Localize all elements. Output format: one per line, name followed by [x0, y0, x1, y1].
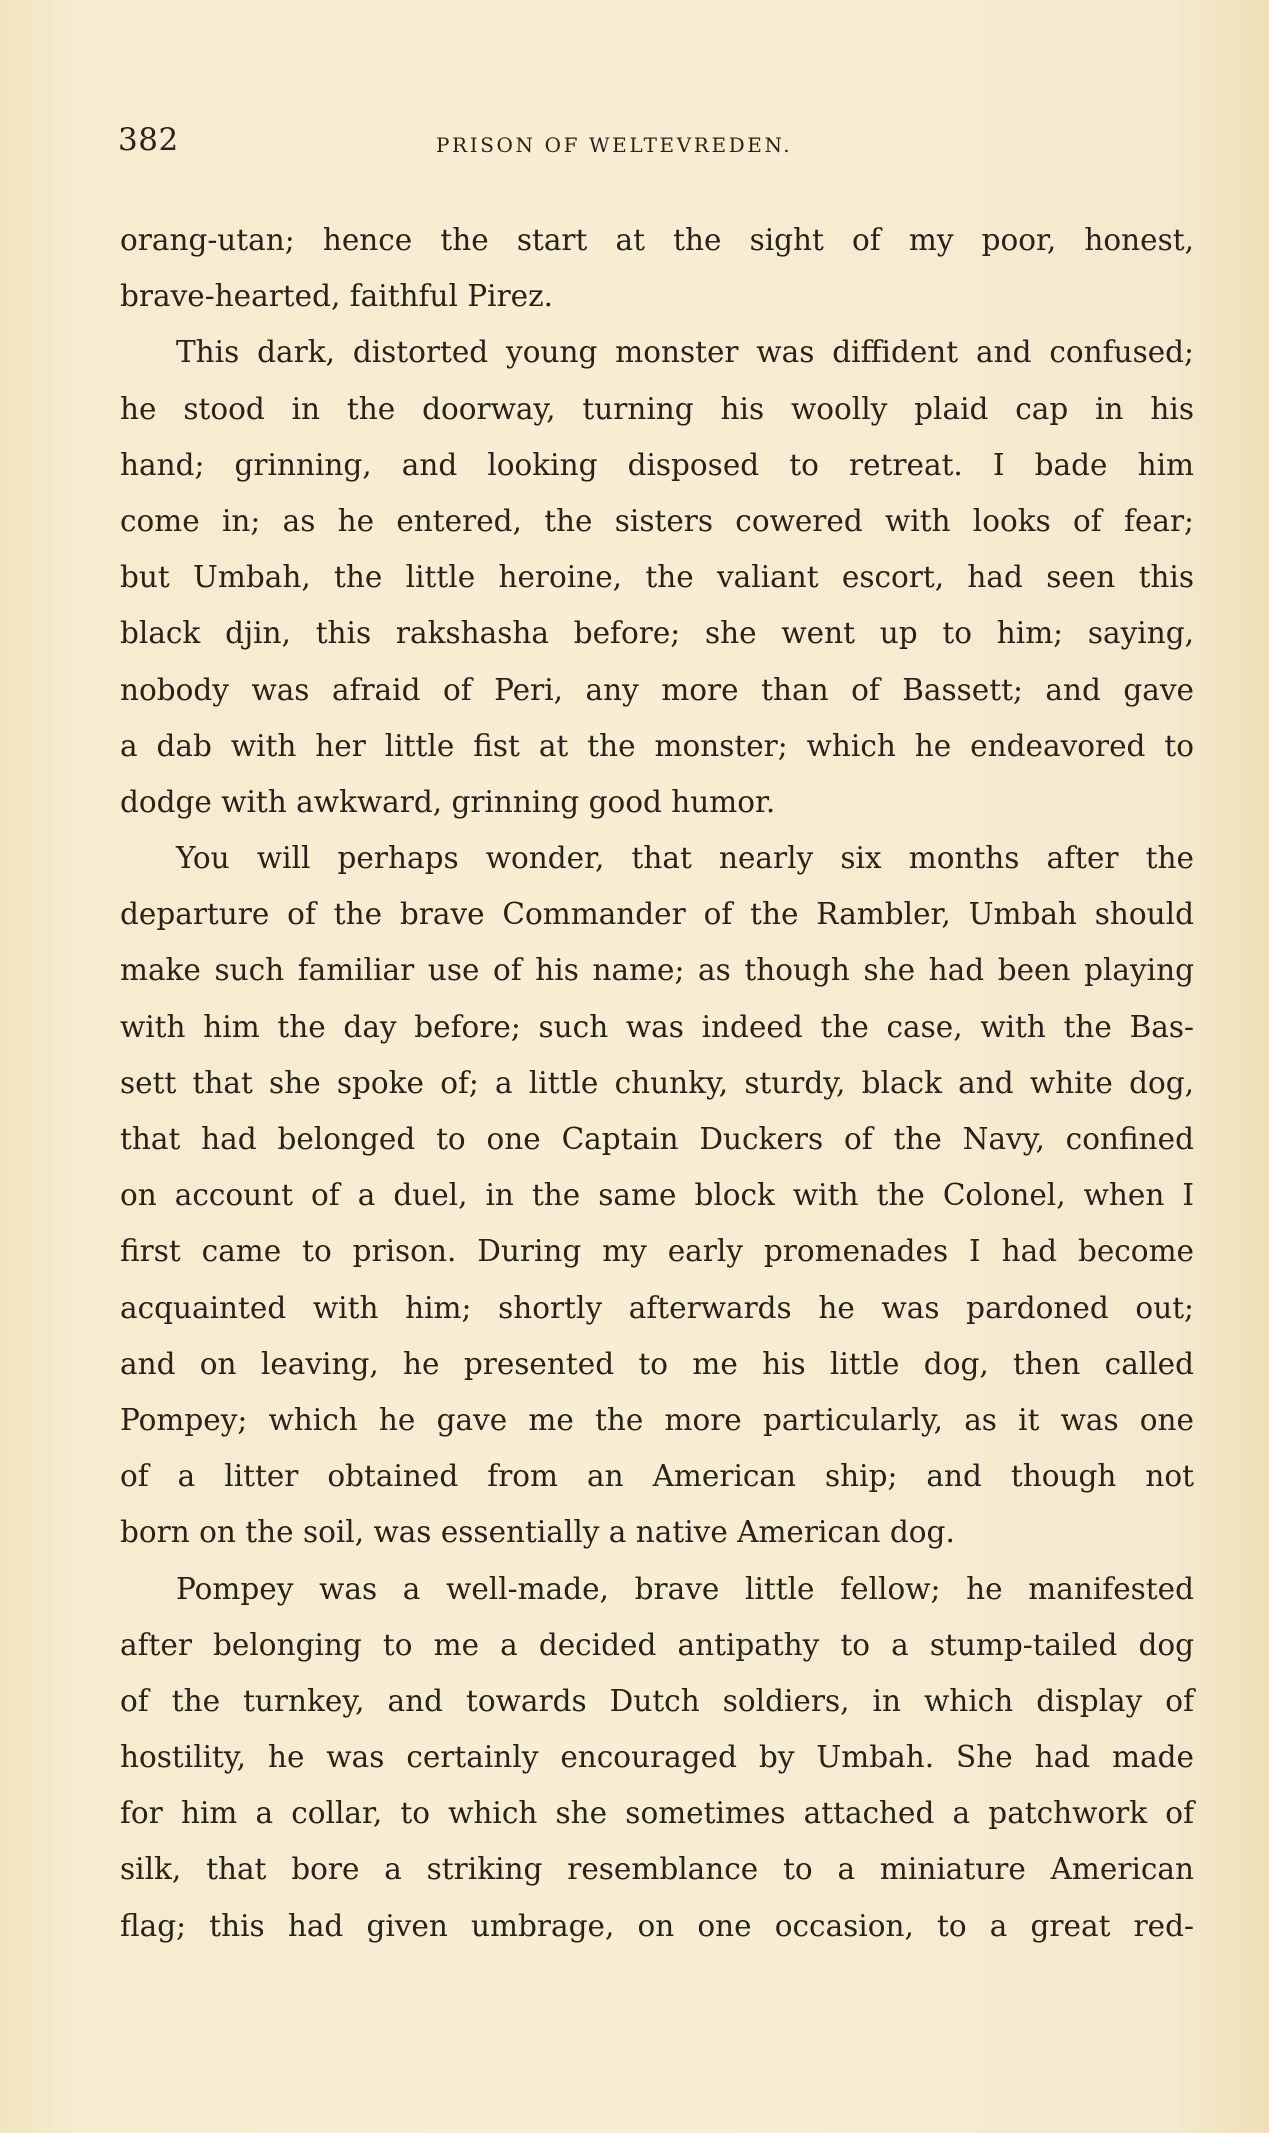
text-line: he stood in the doorway, turning his woolly plaid cap in his: [120, 391, 1194, 426]
text-line: orang-utan; hence the start at the sight of my poor, honest,: [120, 223, 1194, 257]
text-line: sett that she spoke of; a little chunky, sturdy, black and white dog,: [120, 1065, 1194, 1100]
text-line: but Umbah, the little heroine, the valiant escort, had seen this: [120, 560, 1194, 595]
text-line: come in; as he entered, the sisters cowered with looks of fear;: [120, 503, 1194, 538]
text-line: born on the soil, was essentially a native American dog.: [120, 1515, 955, 1550]
text-line: of the turnkey, and towards Dutch soldiers, in which display of: [120, 1683, 1194, 1718]
text-line: make such familiar use of his name; as though she had been playing: [120, 953, 1194, 988]
text-line: acquainted with him; shortly afterwards he was pardoned out;: [120, 1290, 1194, 1325]
running-head: PRISON OF WELTEVREDEN.: [436, 133, 793, 157]
text-line: silk, that bore a striking resemblance to a miniature American: [120, 1852, 1194, 1887]
text-line: You will perhaps wonder, that nearly six months after the: [176, 841, 1194, 876]
text-line: for him a collar, to which she sometimes attached a patchwork of: [120, 1796, 1194, 1831]
page-number: 382: [118, 122, 179, 158]
text-line: first came to prison. During my early promenades I had become: [120, 1234, 1194, 1269]
text-line: dodge with awkward, grinning good humor.: [120, 784, 776, 819]
text-line: flag; this had given umbrage, on one occasion, to a great red-: [120, 1908, 1194, 1943]
text-line: hostility, he was certainly encouraged by Umbah. She had made: [120, 1740, 1194, 1775]
text-line: Pompey was a well-made, brave little fellow; he manifested: [176, 1571, 1194, 1606]
text-line: that had belonged to one Captain Duckers of the Navy, confined: [120, 1122, 1194, 1156]
text-line: with him the day before; such was indeed the case, with the Bas-: [120, 1009, 1194, 1044]
text-line: a dab with her little fist at the monster; which he endeavored to: [120, 728, 1194, 763]
body-text: [120, 212, 1194, 1954]
text-line: This dark, distorted young monster was diffident and confused;: [176, 335, 1194, 370]
text-line: on account of a duel, in the same block with the Colonel, when I: [120, 1178, 1194, 1213]
text-line: hand; grinning, and looking disposed to retreat. I bade him: [120, 447, 1194, 482]
text-line: and on leaving, he presented to me his little dog, then called: [120, 1346, 1194, 1381]
text-line: brave-hearted, faithful Pirez.: [120, 279, 554, 314]
text-line: Pompey; which he gave me the more particularly, as it was one: [120, 1402, 1194, 1437]
text-line: after belonging to me a decided antipathy to a stump-tailed dog: [120, 1627, 1194, 1662]
text-line: of a litter obtained from an American ship; and though not: [120, 1459, 1194, 1494]
text-line: departure of the brave Commander of the Rambler, Umbah should: [120, 897, 1194, 932]
text-line: nobody was afraid of Peri, any more than of Bassett; and gave: [120, 672, 1194, 707]
text-line: black djin, this rakshasha before; she went up to him; saying,: [120, 616, 1194, 651]
